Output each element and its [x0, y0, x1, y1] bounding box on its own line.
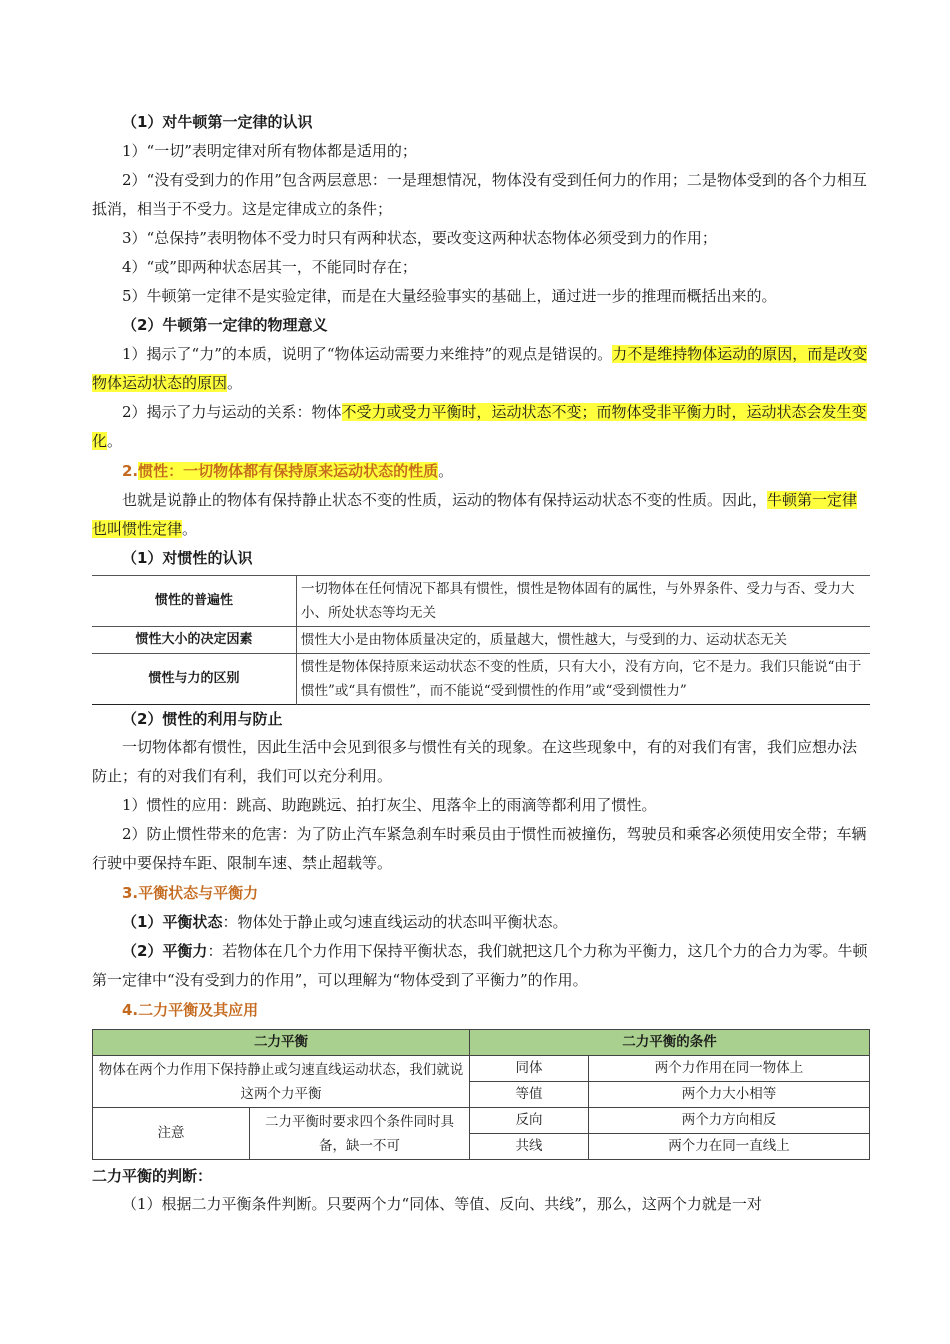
paragraph: 4）“或”即两种状态居其一，不能同时存在；: [122, 258, 417, 276]
text-run: 。: [227, 374, 243, 392]
section-heading-inertia-use: （2）惯性的利用与防止: [122, 710, 283, 728]
condition-value: 两个力方向相反: [589, 1108, 870, 1134]
paragraph: 2）“没有受到力的作用”包含两层意思：一是理想情况，物体没有受到任何力的作用；二是物体受到的各个力相互抵消，相当于不受力。这是定律成立的条件；: [92, 171, 867, 218]
paragraph: [92, 340, 870, 398]
document-page: [92, 108, 870, 1219]
section-heading-newton-first-law: （1）对牛顿第一定律的认识: [122, 113, 313, 131]
paragraph: 1）惯性的应用：跳高、助跑跳远、拍打灰尘、甩落伞上的雨滴等都利用了惯性。: [122, 796, 657, 814]
condition-key: 等值: [470, 1082, 589, 1108]
paragraph: [92, 486, 870, 544]
text-run: 。: [438, 462, 454, 480]
table-key-cell: 惯性的普遍性: [92, 576, 297, 627]
text-run: 1）揭示了“力”的本质，说明了“物体运动需要力来维持”的观点是错误的。: [122, 345, 613, 363]
table-row: [92, 627, 870, 654]
highlighted-text: 牛顿第一定律也叫惯性定律: [92, 491, 858, 538]
condition-key: 反向: [470, 1108, 589, 1134]
text-run: 。: [182, 520, 198, 538]
paragraph: （1）根据二力平衡条件判断。只要两个力“同体、等值、反向、共线”，那么，这两个力就是一对: [122, 1195, 762, 1213]
paragraph: 一切物体都有惯性，因此生活中会见到很多与惯性有关的现象。在这些现象中，有的对我们有害，我们应想办法防止；有的对我们有利，我们可以充分利用。: [92, 738, 858, 785]
condition-value: 两个力大小相等: [589, 1082, 870, 1108]
highlighted-text: 力不是维持物体运动的原因，而是改变物体运动状态的原因: [92, 345, 868, 392]
text-run: 2）揭示了力与运动的关系：物体: [122, 403, 342, 421]
condition-key: 同体: [470, 1056, 589, 1082]
judgement-heading: 二力平衡的判断：: [92, 1167, 213, 1185]
section-heading-two-force-balance: 4.二力平衡及其应用: [122, 1001, 259, 1019]
table-header: 二力平衡的条件: [470, 1030, 870, 1056]
paragraph: 2）防止惯性带来的危害：为了防止汽车紧急刹车时乘员由于惯性而被撞伤，驾驶员和乘客必须使用安全带；车辆行驶中要保持车距、限制车速、禁止超载等。: [92, 825, 867, 872]
section-number: 2.: [122, 462, 139, 480]
text-run: ：物体处于静止或匀速直线运动的状态叫平衡状态。: [222, 913, 568, 931]
paragraph: 3）“总保持”表明物体不受力时只有两种状态，要改变这两种状态物体必须受到力的作用；: [122, 229, 717, 247]
table-row: [92, 576, 870, 627]
text-run: 也就是说静止的物体有保持静止状态不变的性质，运动的物体有保持运动状态不变的性质。因此，: [122, 491, 768, 509]
paragraph: [92, 937, 870, 995]
inertia-table: [92, 575, 870, 705]
table-value-cell: 惯性是物体保持原来运动状态不变的性质，只有大小，没有方向，它不是力。我们只能说“由于惯性”或“具有惯性”，而不能说“受到惯性的作用”或“受到惯性力”: [297, 654, 871, 705]
two-force-table: [92, 1029, 870, 1160]
note-value: 二力平衡时要求四个条件同时具备，缺一不可: [250, 1108, 470, 1160]
table-key-cell: 惯性大小的决定因素: [92, 627, 297, 654]
table-row: [93, 1108, 870, 1134]
definition-cell: 物体在两个力作用下保持静止或匀速直线运动状态，我们就说这两个力平衡: [93, 1056, 470, 1108]
text-run: 。: [107, 432, 123, 450]
table-row: [92, 654, 870, 705]
highlighted-text: 不受力或受力平衡时，运动状态不变；而物体受非平衡力时，运动状态会发生变化: [92, 403, 867, 450]
section-heading-physical-meaning: （2）牛顿第一定律的物理意义: [122, 316, 328, 334]
condition-value: 两个力在同一直线上: [589, 1134, 870, 1160]
bold-term: （1）平衡状态: [122, 913, 223, 931]
section-heading-inertia-understanding: （1）对惯性的认识: [122, 549, 253, 567]
table-value-cell: 一切物体在任何情况下都具有惯性，惯性是物体固有的属性，与外界条件、受力与否、受力大小、所处状态等均无关: [297, 576, 871, 627]
paragraph: 1）“一切”表明定律对所有物体都是适用的；: [122, 142, 417, 160]
table-value-cell: 惯性大小是由物体质量决定的，质量越大，惯性越大，与受到的力、运动状态无关: [297, 627, 871, 654]
paragraph: [92, 398, 870, 456]
note-key: 注意: [93, 1108, 250, 1160]
table-header-row: [93, 1030, 870, 1056]
table-key-cell: 惯性与力的区别: [92, 654, 297, 705]
table-row: [93, 1056, 870, 1082]
bold-term: （2）平衡力: [122, 942, 208, 960]
section-heading-inertia: [92, 456, 870, 486]
condition-key: 共线: [470, 1134, 589, 1160]
paragraph: 5）牛顿第一定律不是实验定律，而是在大量经验事实的基础上，通过进一步的推理而概括出来的。: [122, 287, 777, 305]
paragraph: [92, 908, 870, 937]
text-run: ：若物体在几个力作用下保持平衡状态，我们就把这几个力称为平衡力，这几个力的合力为零。牛顿第一定律中“没有受到力的作用”，可以理解为“物体受到了平衡力”的作用。: [92, 942, 868, 989]
section-heading-equilibrium: 3.平衡状态与平衡力: [122, 884, 259, 902]
highlighted-text: 惯性：一切物体都有保持原来运动状态的性质: [138, 462, 439, 480]
table-header: 二力平衡: [93, 1030, 470, 1056]
condition-value: 两个力作用在同一物体上: [589, 1056, 870, 1082]
